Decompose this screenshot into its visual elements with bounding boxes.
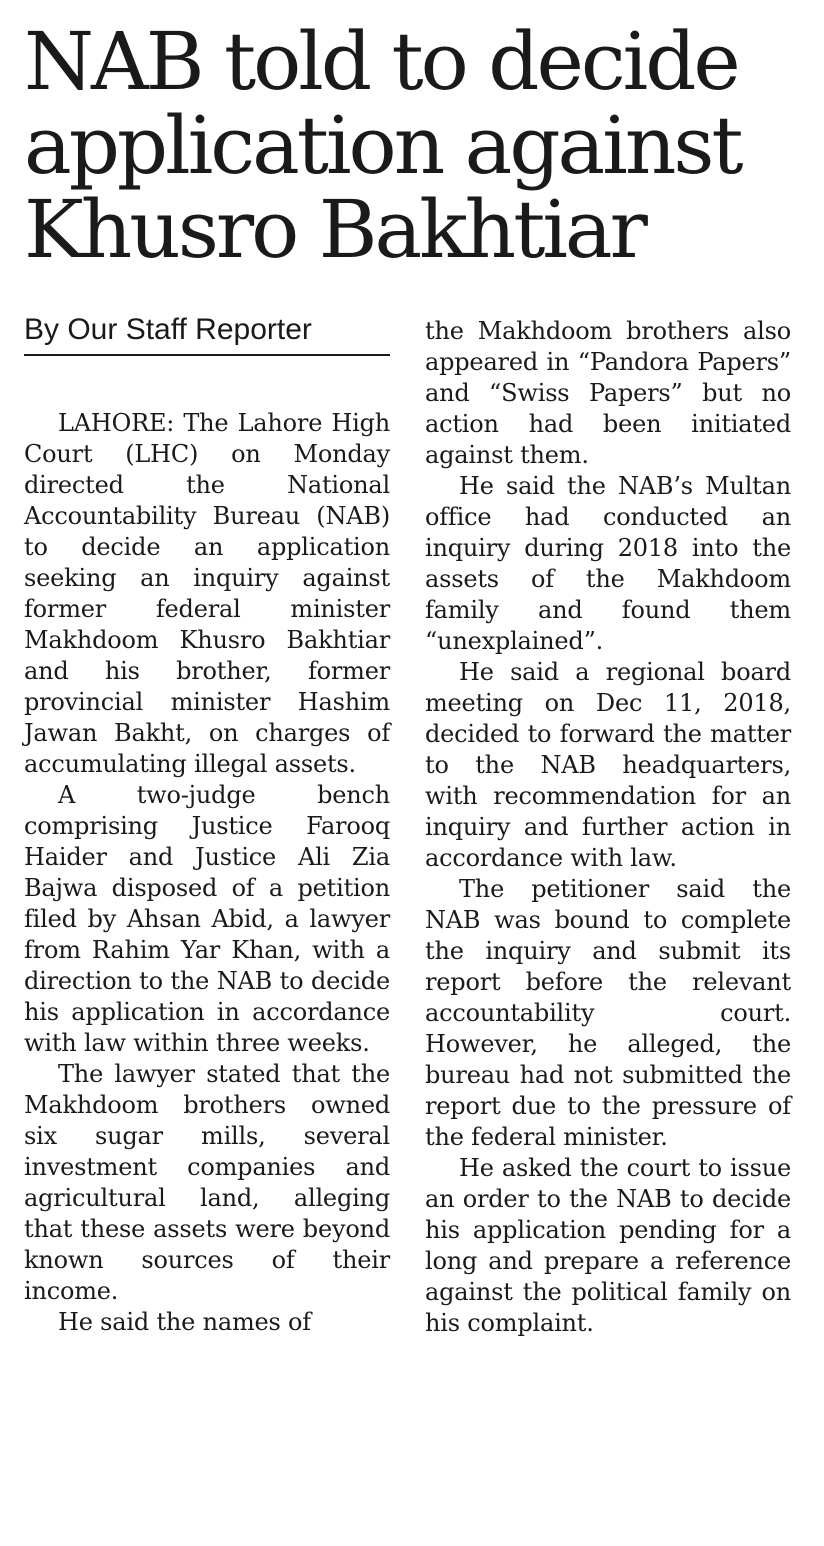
paragraph: The lawyer stated that the Makhdoom brothers owned six sugar mills, several investment companies and agricultural land, alleging that these assets were beyond known sources of their income. xyxy=(24,1060,390,1305)
paragraph: LAHORE: The Lahore High Court (LHC) on Monday directed the National Accountability Bureau (NAB) to decide an application seeking an inquiry against former federal minister Makhdoom Khusro Bakhtiar and his brother, former provincial minister Hashim Jawan Bakht, on charges of accumulating illegal assets. xyxy=(24,409,390,778)
article-column-1 xyxy=(24,408,390,1338)
headline: NAB told to decide application against Khusro Bakhtiar xyxy=(24,15,741,276)
paragraph: He said the names of xyxy=(58,1308,311,1336)
paragraph: The petitioner said the NAB was bound to complete the inquiry and submit its report before the relevant accountability court. However, he alleged, the bureau had not submitted the report due to the pressure of the federal minister. xyxy=(425,875,791,1151)
paragraph: A two-judge bench comprising Justice Farooq Haider and Justice Ali Zia Bajwa disposed of a petition filed by Ahsan Abid, a lawyer from Rahim Yar Khan, with a direction to the NAB to decide his application in accordance with law within three weeks. xyxy=(24,781,390,1057)
paragraph: He asked the court to issue an order to the NAB to decide his application pending for a long and prepare a reference against the political family on his complaint. xyxy=(425,1154,791,1337)
article-column-2 xyxy=(425,316,791,1339)
paragraph: He said a regional board meeting on Dec 11, 2018, decided to forward the matter to the NAB headquarters, with recommendation for an inquiry and further action in accordance with law. xyxy=(425,658,791,872)
byline: By Our Staff Reporter xyxy=(24,310,390,356)
paragraph: He said the NAB’s Multan office had conducted an inquiry during 2018 into the assets of the Makhdoom family and found them “unexplained”. xyxy=(425,472,791,655)
paragraph-continued: the Makhdoom brothers also appeared in “Pandora Papers” and “Swiss Papers” but no action had been initiated against them. xyxy=(425,317,791,469)
